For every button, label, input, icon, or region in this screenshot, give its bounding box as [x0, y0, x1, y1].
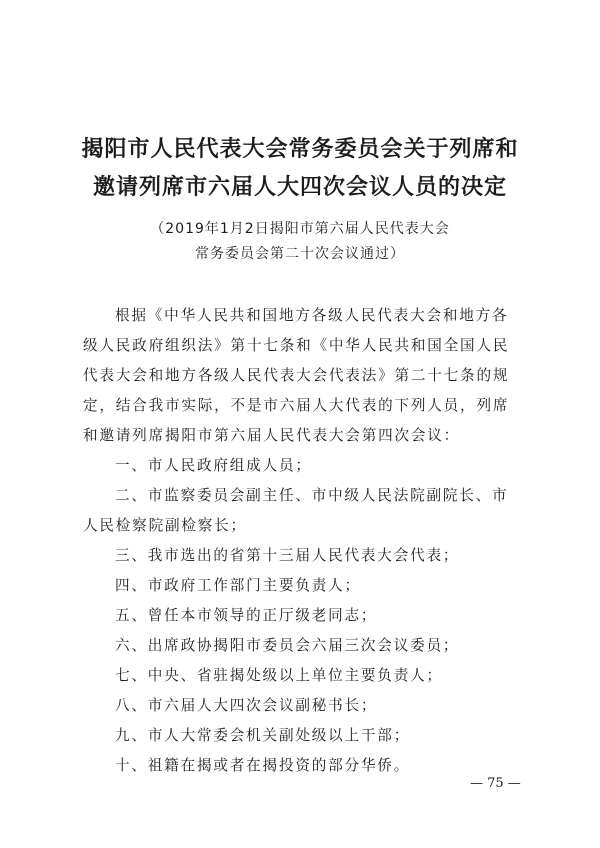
list-item: 二、市监察委员会副主任、市中级人民法院副院长、市: [115, 487, 509, 504]
preamble-line: 代表大会和地方各级人民代表大会代表法》第二十七条的规: [83, 367, 510, 384]
list-item: 四、市政府工作部门主要负责人；: [115, 577, 361, 594]
title-line-2: 邀请列席市六届人大四次会议人员的决定: [92, 174, 507, 200]
list-item: 人民检察院副检察长；: [83, 517, 247, 534]
list-item: 三、我市选出的省第十三届人民代表大会代表；: [115, 547, 460, 564]
list-item: 九、市人大常委会机关副处级以上干部；: [115, 727, 411, 744]
title-line-1: 揭阳市人民代表大会常务委员会关于列席和: [81, 136, 519, 162]
preamble-line: 级人民政府组织法》第十七条和《中华人民共和国全国人民: [83, 337, 510, 354]
preamble-line: 和邀请列席揭阳市第六届人民代表大会第四次会议：: [83, 427, 461, 444]
list-item: 一、市人民政府组成人员；: [115, 457, 312, 474]
list-item: 七、中央、省驻揭处级以上单位主要负责人；: [115, 667, 443, 684]
list-item: 六、出席政协揭阳市委员会六届三次会议委员；: [115, 637, 460, 654]
subtitle-line-2: 常务委员会第二十次会议通过）: [195, 246, 405, 262]
list-item: 五、曾任本市领导的正厅级老同志；: [115, 607, 378, 624]
list-item: 十、祖籍在揭或者在揭投资的部分华侨。: [115, 757, 411, 774]
subtitle-line-1: （2019年1月2日揭阳市第六届人民代表大会: [150, 221, 450, 237]
list-item: 八、市六届人大四次会议副秘书长；: [115, 697, 378, 714]
page-number: — 75 —: [470, 776, 521, 791]
preamble-line: 根据《中华人民共和国地方各级人民代表大会和地方各: [115, 307, 509, 324]
preamble-line: 定，结合我市实际，不是市六届人大代表的下列人员，列席: [83, 397, 510, 414]
